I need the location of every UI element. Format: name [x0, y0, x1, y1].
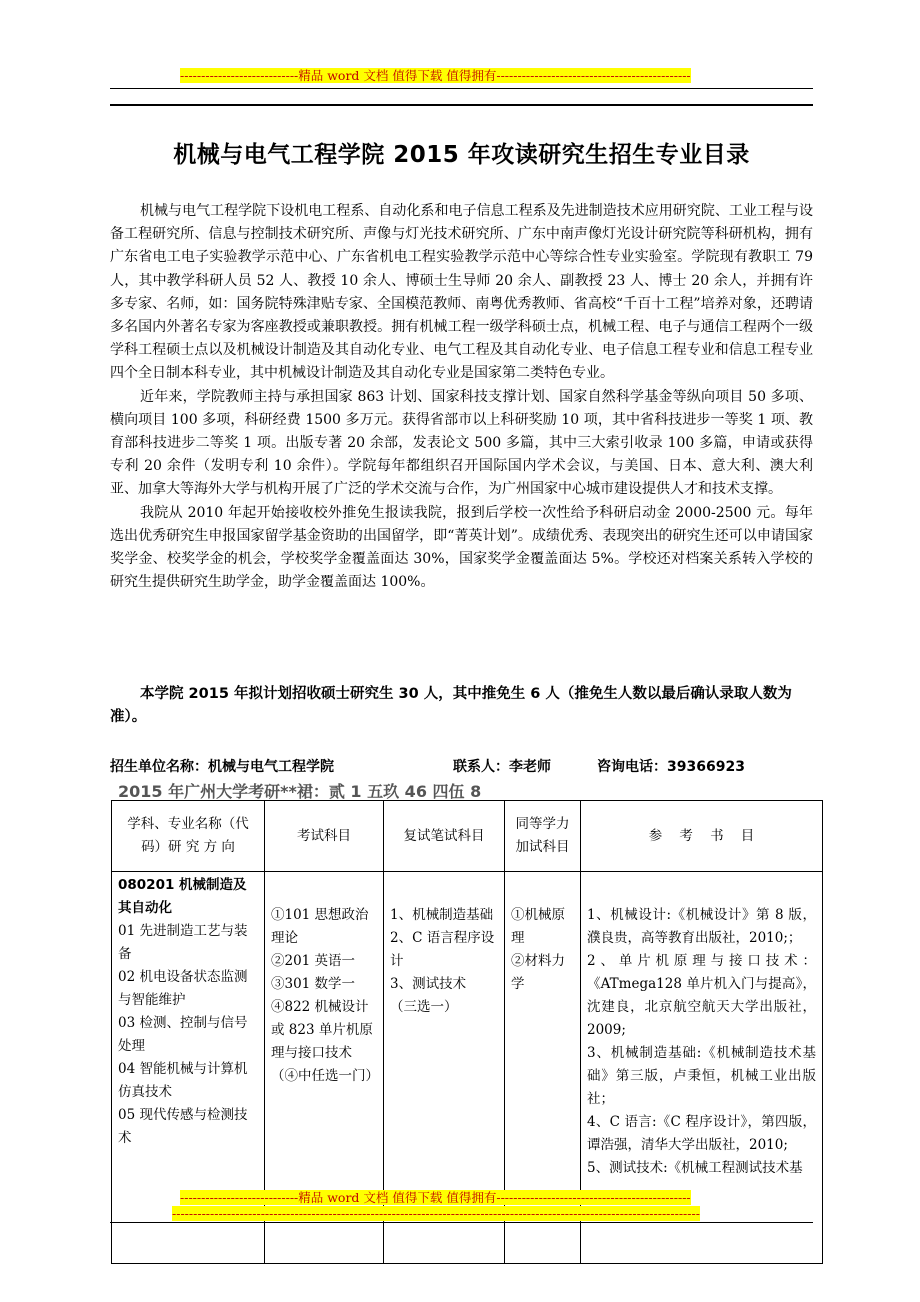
header-exam: 考试科目: [265, 801, 384, 872]
table-header-row: [112, 801, 823, 872]
paragraph-1: 机械与电气工程学院下设机电工程系、自动化系和电子信息工程系及先进制造技术应用研究院、工业工程与设备工程研究所、信息与控制技术研究所、声像与灯光技术研究所、广东中南声像灯光设计研究院等科研机构，拥有广东省电工电子实验教学示范中心、广东省机电工程实验教学示范中心等综合性专业实验室。学院现有教职工 79 人，其中教学科研人员 52 人、教授 10 余人、博硕士生导师 20 余人、副教授 23 人、博士 20 余人，并拥有许多专家、名师，如：国务院特殊津贴专家、全国模范教师、南粤优秀教师、省高校“千百十工程”培养对象，还聘请多名国内外著名专家为客座教授或兼职教授。拥有机械工程一级学科硕士点，机械工程、电子与通信工程两个一级学科工程硕士点以及机械设计制造及其自动化专业、电气工程及其自动化专业、电子信息工程专业和信息工程专业四个全日制本科专业，其中机械设计制造及其自动化专业是国家第二类特色专业。: [110, 203, 813, 382]
retest-item: （三选一）: [390, 999, 458, 1015]
exam-item: （④中任选一门）: [271, 1068, 379, 1084]
bottom-banner-text: ----------------------------精品 word 文档 值得下载 值得拥有----------------------------------------------: [180, 1190, 691, 1205]
paragraph-2: 近年来，学院教师主持与承担国家 863 计划、国家科技支撑计划、国家自然科学基金等纵向项目 50 多项、横向项目 100 多项，科研经费 1500 多万元。获得省部市以上科研奖励 10 项，其中省科技进步一等奖 1 项、教育部科技进步二等奖 1 项。出版专著 20 余部，发表论文 500 多篇，其中三大索引收录 100 多篇，申请或获得专利 20 余件（发明专利 10 余件）。学院每年都组织召开国际国内学术会议，与美国、日本、意大利、澳大利亚、加拿大等海外大学与机构开展了广泛的学术交流与合作，为广州国家中心城市建设提供人才和技术支撑。: [110, 388, 813, 498]
header-rule-2: [110, 104, 813, 106]
top-banner: [180, 66, 691, 84]
footer-rule: [110, 1222, 813, 1223]
extra-item: ②材料力学: [511, 953, 565, 992]
retest-item: 3、测试技术: [390, 976, 467, 992]
intro-text: [110, 200, 813, 594]
retest-item: 1、机械制造基础: [390, 907, 494, 923]
header-retest: 复试笔试科目: [384, 801, 505, 872]
header-subject: [112, 801, 265, 872]
retest-item: 2、C 语言程序设计: [390, 930, 495, 969]
paragraph-3: 我院从 2010 年起开始接收校外推免生报读我院，报到后学校一次性给予科研启动金 2000-2500 元。每年选出优秀研究生申报国家留学基金资助的出国留学，即“菁英计划”。成绩优秀、表现突出的研究生还可以申请国家奖学金、校奖学金的机会，学校奖学金覆盖面达 30%，国家奖学金覆盖面达 5%。学校还对档案关系转入学校的研究生提供研究生助学金，助学金覆盖面达 100%。: [110, 504, 813, 591]
ref-item: 5、测试技术:《机械工程测试技术基: [587, 1160, 803, 1176]
ref-item: 2、单片机原理与接口技术：《ATmega128 单片机入门与提高》，沈建良，北京航空航天大学出版社，2009;: [587, 953, 816, 1038]
direction-item: 03 检测、控制与信号处理: [118, 1015, 248, 1054]
enrollment-plan: 本学院 2015 年拟计划招收硕士研究生 30 人，其中推免生 6 人（推免生人数以最后确认录取人数为准）。: [110, 686, 792, 725]
header-extra: 同等学力加试科目: [505, 801, 581, 872]
header-refs: 参 考 书 目: [581, 801, 823, 872]
contact-phone: 咨询电话：39366923: [597, 759, 745, 775]
ref-item: 4、C 语言:《C 程序设计》，第四版，谭浩强，清华大学出版社，2010;: [587, 1114, 816, 1153]
extra-item: ①机械原理: [511, 907, 565, 946]
exam-item: ③301 数学一: [271, 976, 356, 992]
unit-name: 招生单位名称：机械与电气工程学院: [110, 759, 334, 775]
ref-item: 3、机械制造基础:《机械制造技术基础》第三版，卢秉恒，机械工业出版社；: [587, 1045, 816, 1107]
bottom-banner-dashes: -----------------------------------------------------------------------------------------------------------------------------: [172, 1206, 700, 1221]
subject-title: 080201 机械制造及其自动化: [118, 877, 247, 916]
exam-item: ④822 机械设计或 823 单片机原理与接口技术: [271, 999, 373, 1061]
ref-item: 1、机械设计:《机械设计》第 8 版，濮良贵，高等教育出版社，2010;；: [587, 907, 816, 946]
direction-item: 04 智能机械与计算机仿真技术: [118, 1061, 248, 1100]
bottom-banner: [180, 1188, 691, 1206]
header-subject-text: 学科、专业名称（代码）研 究 方 向: [127, 816, 249, 855]
exam-item: ②201 英语一: [271, 953, 356, 969]
page-title: 机械与电气工程学院 2015 年攻读研究生招生专业目录: [173, 142, 750, 168]
header-rule-1: [110, 88, 813, 89]
watermark-text: 2015 年广州大学考研**裙：贰 1 五玖 46 四伍 8: [118, 782, 482, 801]
bottom-banner-line: [172, 1206, 700, 1221]
direction-item: 01 先进制造工艺与装备: [118, 923, 248, 962]
direction-item: 05 现代传感与检测技术: [118, 1107, 248, 1146]
contact-person: 联系人：李老师: [453, 759, 551, 775]
direction-item: 02 机电设备状态监测与智能维护: [118, 969, 248, 1008]
top-banner-text: ----------------------------精品 word 文档 值得下载 值得拥有----------------------------------------------: [180, 68, 691, 83]
exam-item: ①101 思想政治理论: [271, 907, 369, 946]
